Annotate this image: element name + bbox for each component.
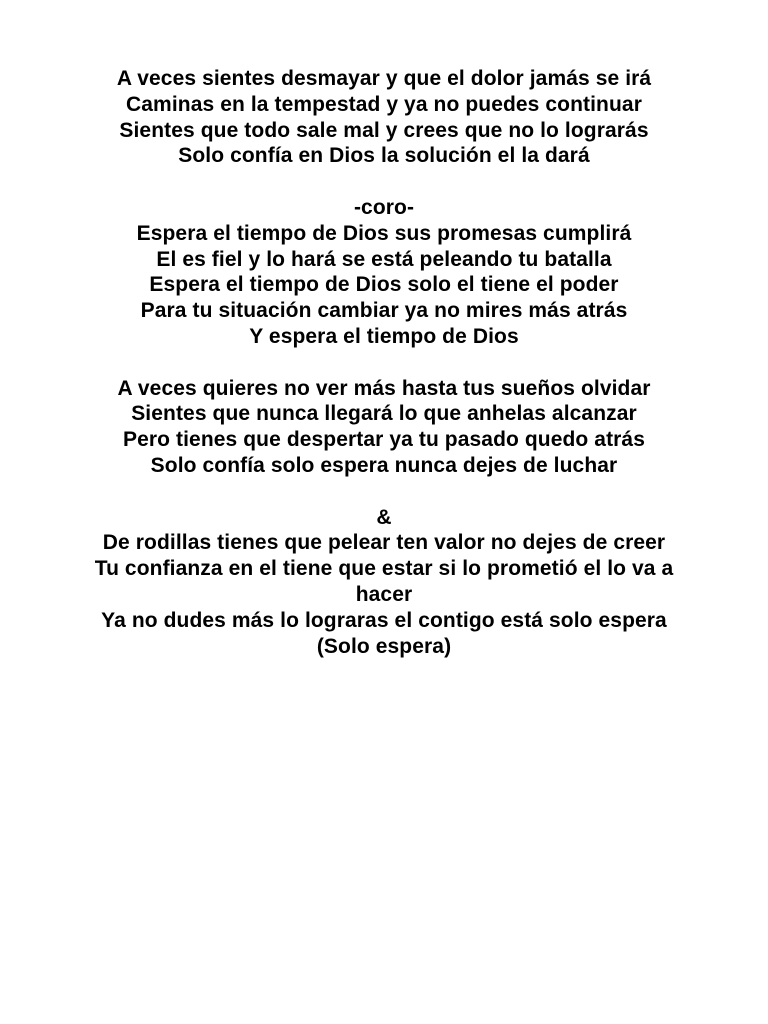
- bridge-line-2: Tu confianza en el tiene que estar si lo prometió el lo va a hacer: [94, 557, 674, 606]
- verse1-line-3: Sientes que todo sale mal y crees que no lo lograrás: [119, 118, 649, 142]
- bridge-label: &: [376, 505, 392, 529]
- chorus-line-1: Espera el tiempo de Dios sus promesas cumplirá: [136, 221, 632, 245]
- verse1-line-4: Solo confía en Dios la solución el la dará: [178, 144, 590, 168]
- verse2-line-3: Pero tienes que despertar ya tu pasado quedo atrás: [123, 428, 645, 452]
- verse2-line-1: A veces quieres no ver más hasta tus sueños olvidar: [117, 376, 651, 400]
- chorus-line-4: Para tu situación cambiar ya no mires más atrás: [140, 299, 628, 323]
- verse1-line-1: A veces sientes desmayar y que el dolor jamás se irá: [116, 67, 652, 90]
- bridge-line-4: (Solo espera): [316, 634, 452, 658]
- chorus-line-2: El es fiel y lo hará se está peleando tu batalla: [156, 247, 612, 271]
- verse1-line-2: Caminas en la tempestad y ya no puedes continuar: [126, 92, 642, 116]
- chorus-line-5: Y espera el tiempo de Dios: [249, 324, 519, 348]
- chorus-label: -coro-: [353, 195, 415, 219]
- stanza-gap: [64, 169, 704, 195]
- bridge-line-1: De rodillas tienes que pelear ten valor no dejes de creer: [102, 531, 666, 555]
- stanza-gap: [64, 479, 704, 505]
- lyrics-text: [64, 66, 704, 659]
- stanza-gap: [64, 350, 704, 376]
- verse2-line-2: Sientes que nunca llegará lo que anhelas alcanzar: [131, 402, 637, 426]
- bridge-line-3: Ya no dudes más lo lograras el contigo está solo espera: [101, 608, 667, 632]
- chorus-line-3: Espera el tiempo de Dios solo el tiene el poder: [149, 273, 619, 297]
- verse2-line-4: Solo confía solo espera nunca dejes de luchar: [150, 453, 618, 477]
